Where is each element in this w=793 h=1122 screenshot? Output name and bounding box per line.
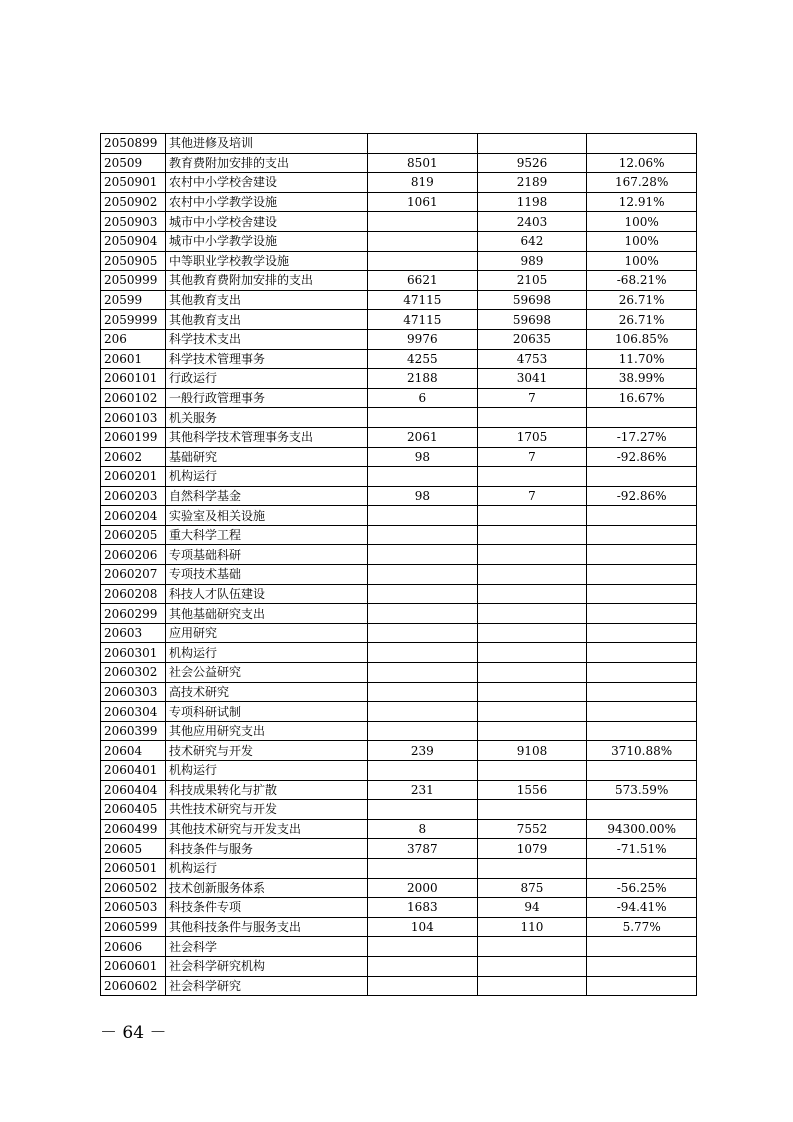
cell-percent [587, 506, 697, 526]
table-row [101, 604, 697, 624]
cell-value-2 [477, 506, 587, 526]
cell-name: 高技术研究 [166, 682, 368, 702]
table-row [101, 388, 697, 408]
cell-code: 20603 [101, 623, 166, 643]
table-row [101, 271, 697, 291]
cell-name: 技术创新服务体系 [166, 878, 368, 898]
cell-value-1: 1061 [368, 192, 478, 212]
cell-code: 2059999 [101, 310, 166, 330]
cell-value-1: 8501 [368, 153, 478, 173]
cell-value-2 [477, 937, 587, 957]
cell-value-1: 2188 [368, 369, 478, 389]
cell-value-1: 819 [368, 173, 478, 193]
cell-percent [587, 467, 697, 487]
cell-code: 2060502 [101, 878, 166, 898]
cell-percent [587, 545, 697, 565]
cell-name: 其他科技条件与服务支出 [166, 917, 368, 937]
cell-name: 科技人才队伍建设 [166, 584, 368, 604]
cell-name: 其他进修及培训 [166, 134, 368, 154]
cell-name: 社会公益研究 [166, 663, 368, 683]
table-row [101, 369, 697, 389]
cell-value-1 [368, 702, 478, 722]
cell-percent: -68.21% [587, 271, 697, 291]
cell-code: 2050999 [101, 271, 166, 291]
cell-percent: 16.67% [587, 388, 697, 408]
cell-name: 科学技术支出 [166, 329, 368, 349]
cell-value-1: 104 [368, 917, 478, 937]
cell-value-2: 9108 [477, 741, 587, 761]
cell-percent: 3710.88% [587, 741, 697, 761]
cell-percent [587, 937, 697, 957]
cell-percent: -71.51% [587, 839, 697, 859]
cell-value-2 [477, 545, 587, 565]
cell-percent [587, 800, 697, 820]
cell-code: 2060299 [101, 604, 166, 624]
cell-value-2: 2189 [477, 173, 587, 193]
table-row [101, 800, 697, 820]
cell-name: 专项科研试制 [166, 702, 368, 722]
cell-code: 206 [101, 329, 166, 349]
cell-value-1 [368, 408, 478, 428]
cell-value-2 [477, 858, 587, 878]
cell-value-1 [368, 545, 478, 565]
cell-code: 2060399 [101, 721, 166, 741]
cell-percent [587, 761, 697, 781]
cell-code: 20602 [101, 447, 166, 467]
cell-value-2: 1079 [477, 839, 587, 859]
cell-value-1 [368, 682, 478, 702]
table-row [101, 917, 697, 937]
cell-percent [587, 956, 697, 976]
cell-code: 2050905 [101, 251, 166, 271]
cell-code: 20606 [101, 937, 166, 957]
cell-percent: 94300.00% [587, 819, 697, 839]
cell-value-2 [477, 408, 587, 428]
table-row [101, 192, 697, 212]
table-row [101, 976, 697, 996]
cell-name: 教育费附加安排的支出 [166, 153, 368, 173]
cell-name: 其他技术研究与开发支出 [166, 819, 368, 839]
cell-value-1 [368, 956, 478, 976]
table-row [101, 663, 697, 683]
cell-code: 2060602 [101, 976, 166, 996]
cell-name: 机构运行 [166, 761, 368, 781]
cell-code: 2050902 [101, 192, 166, 212]
table-row [101, 780, 697, 800]
cell-name: 机关服务 [166, 408, 368, 428]
cell-value-1 [368, 800, 478, 820]
table-row [101, 878, 697, 898]
cell-value-1 [368, 663, 478, 683]
cell-name: 社会科学研究机构 [166, 956, 368, 976]
cell-code: 2060303 [101, 682, 166, 702]
cell-value-1 [368, 976, 478, 996]
cell-code: 20509 [101, 153, 166, 173]
cell-percent: 573.59% [587, 780, 697, 800]
cell-code: 2060601 [101, 956, 166, 976]
cell-percent: 167.28% [587, 173, 697, 193]
cell-name: 共性技术研究与开发 [166, 800, 368, 820]
table-row [101, 702, 697, 722]
cell-value-2: 875 [477, 878, 587, 898]
cell-name: 其他科学技术管理事务支出 [166, 427, 368, 447]
cell-code: 2060199 [101, 427, 166, 447]
cell-value-1: 4255 [368, 349, 478, 369]
cell-name: 中等职业学校教学设施 [166, 251, 368, 271]
cell-code: 2060206 [101, 545, 166, 565]
cell-percent: 5.77% [587, 917, 697, 937]
cell-name: 技术研究与开发 [166, 741, 368, 761]
cell-value-2: 7 [477, 486, 587, 506]
cell-value-2: 4753 [477, 349, 587, 369]
cell-value-1: 47115 [368, 310, 478, 330]
table-row [101, 231, 697, 251]
cell-name: 城市中小学校舍建设 [166, 212, 368, 232]
table-row [101, 173, 697, 193]
cell-name: 机构运行 [166, 858, 368, 878]
cell-code: 2060501 [101, 858, 166, 878]
cell-name: 行政运行 [166, 369, 368, 389]
cell-value-2 [477, 525, 587, 545]
table-row [101, 134, 697, 154]
cell-code: 2060203 [101, 486, 166, 506]
cell-code: 2060499 [101, 819, 166, 839]
cell-code: 2060599 [101, 917, 166, 937]
cell-percent [587, 565, 697, 585]
cell-code: 2060201 [101, 467, 166, 487]
cell-value-2: 989 [477, 251, 587, 271]
cell-value-1 [368, 721, 478, 741]
cell-name: 机构运行 [166, 643, 368, 663]
cell-value-2 [477, 604, 587, 624]
table-row [101, 623, 697, 643]
cell-value-1 [368, 467, 478, 487]
cell-name: 专项基础科研 [166, 545, 368, 565]
table-row [101, 153, 697, 173]
cell-value-1 [368, 584, 478, 604]
table-row [101, 251, 697, 271]
table-row [101, 741, 697, 761]
cell-value-1 [368, 134, 478, 154]
cell-percent: 26.71% [587, 310, 697, 330]
cell-value-1: 1683 [368, 898, 478, 918]
cell-code: 20599 [101, 290, 166, 310]
cell-percent: 100% [587, 231, 697, 251]
cell-name: 一般行政管理事务 [166, 388, 368, 408]
table-row [101, 447, 697, 467]
cell-percent [587, 525, 697, 545]
cell-name: 科学技术管理事务 [166, 349, 368, 369]
table-row [101, 819, 697, 839]
cell-value-1: 8 [368, 819, 478, 839]
cell-value-1 [368, 231, 478, 251]
cell-value-1 [368, 858, 478, 878]
cell-percent: 11.70% [587, 349, 697, 369]
cell-percent: -56.25% [587, 878, 697, 898]
cell-name: 实验室及相关设施 [166, 506, 368, 526]
cell-percent [587, 721, 697, 741]
cell-value-1: 231 [368, 780, 478, 800]
table-row [101, 761, 697, 781]
cell-code: 2060208 [101, 584, 166, 604]
cell-value-1: 2000 [368, 878, 478, 898]
table-row [101, 545, 697, 565]
cell-value-1 [368, 643, 478, 663]
cell-value-2: 7552 [477, 819, 587, 839]
cell-value-2: 1705 [477, 427, 587, 447]
cell-value-1 [368, 937, 478, 957]
cell-value-1 [368, 761, 478, 781]
cell-percent: -17.27% [587, 427, 697, 447]
cell-name: 农村中小学教学设施 [166, 192, 368, 212]
cell-value-2: 59698 [477, 310, 587, 330]
cell-name: 重大科学工程 [166, 525, 368, 545]
cell-code: 2060405 [101, 800, 166, 820]
cell-code: 2060102 [101, 388, 166, 408]
cell-value-1: 3787 [368, 839, 478, 859]
cell-value-1 [368, 565, 478, 585]
table-row [101, 682, 697, 702]
cell-percent: 12.91% [587, 192, 697, 212]
cell-percent [587, 858, 697, 878]
cell-value-1 [368, 212, 478, 232]
cell-name: 专项技术基础 [166, 565, 368, 585]
cell-name: 应用研究 [166, 623, 368, 643]
cell-name: 科技成果转化与扩散 [166, 780, 368, 800]
cell-code: 2060404 [101, 780, 166, 800]
cell-percent: -92.86% [587, 486, 697, 506]
cell-code: 2060204 [101, 506, 166, 526]
cell-value-2: 642 [477, 231, 587, 251]
table-row [101, 584, 697, 604]
cell-percent: 106.85% [587, 329, 697, 349]
cell-percent [587, 604, 697, 624]
table-row [101, 937, 697, 957]
cell-value-2: 2403 [477, 212, 587, 232]
cell-percent [587, 682, 697, 702]
budget-table [100, 133, 697, 996]
cell-percent [587, 702, 697, 722]
cell-percent [587, 663, 697, 683]
cell-value-2 [477, 800, 587, 820]
cell-value-2 [477, 565, 587, 585]
cell-value-2 [477, 976, 587, 996]
cell-value-2 [477, 584, 587, 604]
cell-percent: 12.06% [587, 153, 697, 173]
cell-code: 2060401 [101, 761, 166, 781]
cell-value-2: 1556 [477, 780, 587, 800]
cell-code: 2060207 [101, 565, 166, 585]
cell-percent: 100% [587, 251, 697, 271]
cell-name: 基础研究 [166, 447, 368, 467]
cell-value-1: 47115 [368, 290, 478, 310]
cell-value-2: 59698 [477, 290, 587, 310]
cell-value-2 [477, 761, 587, 781]
cell-percent [587, 134, 697, 154]
table-row [101, 956, 697, 976]
cell-value-2 [477, 663, 587, 683]
cell-name: 其他教育支出 [166, 290, 368, 310]
table-row [101, 643, 697, 663]
cell-name: 城市中小学教学设施 [166, 231, 368, 251]
cell-percent: 38.99% [587, 369, 697, 389]
cell-percent [587, 623, 697, 643]
cell-percent: -94.41% [587, 898, 697, 918]
budget-table-body [101, 134, 697, 996]
cell-value-2: 3041 [477, 369, 587, 389]
table-row [101, 486, 697, 506]
cell-value-2: 1198 [477, 192, 587, 212]
table-row [101, 212, 697, 232]
cell-code: 2050904 [101, 231, 166, 251]
table-row [101, 565, 697, 585]
cell-value-1: 9976 [368, 329, 478, 349]
cell-code: 20604 [101, 741, 166, 761]
cell-code: 2060304 [101, 702, 166, 722]
table-row [101, 467, 697, 487]
cell-value-1: 98 [368, 447, 478, 467]
cell-name: 其他应用研究支出 [166, 721, 368, 741]
cell-code: 2060302 [101, 663, 166, 683]
table-row [101, 898, 697, 918]
table-row [101, 839, 697, 859]
cell-value-1: 98 [368, 486, 478, 506]
cell-value-2: 7 [477, 447, 587, 467]
cell-code: 2050899 [101, 134, 166, 154]
cell-name: 其他教育支出 [166, 310, 368, 330]
cell-percent [587, 584, 697, 604]
cell-percent [587, 976, 697, 996]
cell-value-1: 6621 [368, 271, 478, 291]
cell-value-1 [368, 506, 478, 526]
cell-percent [587, 408, 697, 428]
cell-code: 2060101 [101, 369, 166, 389]
cell-value-1 [368, 525, 478, 545]
cell-value-2 [477, 721, 587, 741]
table-row [101, 310, 697, 330]
table-row [101, 525, 697, 545]
cell-name: 自然科学基金 [166, 486, 368, 506]
cell-name: 机构运行 [166, 467, 368, 487]
cell-percent: -92.86% [587, 447, 697, 467]
cell-value-2: 20635 [477, 329, 587, 349]
cell-value-1: 2061 [368, 427, 478, 447]
cell-value-2: 2105 [477, 271, 587, 291]
cell-value-2: 110 [477, 917, 587, 937]
cell-value-2 [477, 956, 587, 976]
cell-value-1 [368, 623, 478, 643]
cell-value-2: 9526 [477, 153, 587, 173]
cell-name: 社会科学研究 [166, 976, 368, 996]
cell-code: 2060503 [101, 898, 166, 918]
cell-code: 2060103 [101, 408, 166, 428]
cell-value-2: 7 [477, 388, 587, 408]
table-row [101, 408, 697, 428]
cell-code: 20601 [101, 349, 166, 369]
cell-value-1: 239 [368, 741, 478, 761]
cell-percent: 26.71% [587, 290, 697, 310]
cell-name: 其他基础研究支出 [166, 604, 368, 624]
budget-table-container [100, 133, 697, 996]
table-row [101, 858, 697, 878]
cell-value-2 [477, 643, 587, 663]
cell-value-1: 6 [368, 388, 478, 408]
cell-name: 科技条件与服务 [166, 839, 368, 859]
table-row [101, 329, 697, 349]
cell-name: 社会科学 [166, 937, 368, 957]
cell-percent [587, 643, 697, 663]
table-row [101, 427, 697, 447]
table-row [101, 290, 697, 310]
page-number: － 64 － [100, 1023, 167, 1043]
cell-name: 其他教育费附加安排的支出 [166, 271, 368, 291]
cell-value-2 [477, 702, 587, 722]
cell-value-1 [368, 251, 478, 271]
table-row [101, 506, 697, 526]
table-row [101, 721, 697, 741]
cell-value-2: 94 [477, 898, 587, 918]
cell-code: 20605 [101, 839, 166, 859]
cell-value-2 [477, 134, 587, 154]
cell-value-2 [477, 623, 587, 643]
cell-code: 2060205 [101, 525, 166, 545]
cell-code: 2050901 [101, 173, 166, 193]
cell-name: 科技条件专项 [166, 898, 368, 918]
cell-code: 2060301 [101, 643, 166, 663]
table-row [101, 349, 697, 369]
cell-percent: 100% [587, 212, 697, 232]
cell-value-1 [368, 604, 478, 624]
cell-value-2 [477, 467, 587, 487]
cell-name: 农村中小学校舍建设 [166, 173, 368, 193]
cell-code: 2050903 [101, 212, 166, 232]
cell-value-2 [477, 682, 587, 702]
